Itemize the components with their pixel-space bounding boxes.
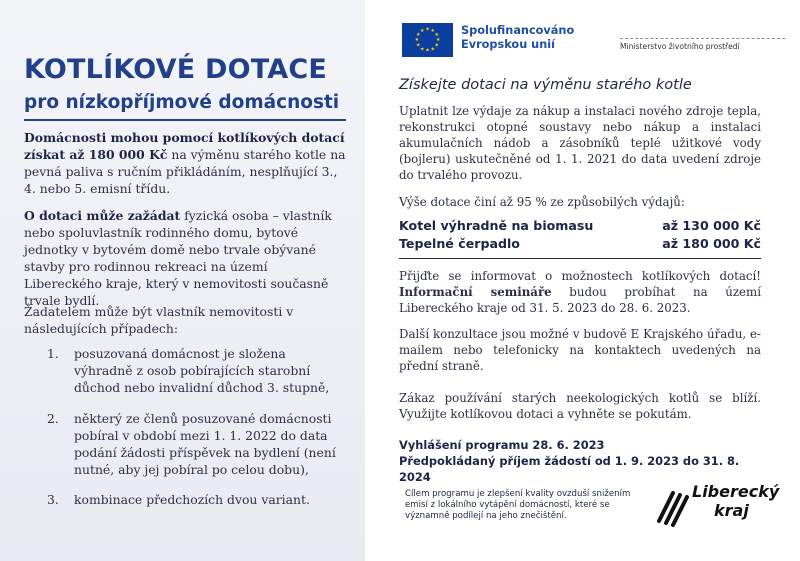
list-number: 2. xyxy=(47,411,59,426)
table-row xyxy=(399,236,761,254)
svg-text:★: ★ xyxy=(414,37,420,44)
svg-text:★: ★ xyxy=(435,37,441,44)
owner-paragraph: Žadatelem může být vlastník nemovitosti v následujících případech: xyxy=(24,304,294,336)
table-divider xyxy=(399,258,761,259)
program-dates xyxy=(399,437,769,485)
announcement-date: Vyhlášení programu 28. 6. 2023 xyxy=(399,438,605,452)
list-text: posuzovaná domácnost je složena výhradně z osob pobírajících starobní důchod nebo invalidní důchod 3. stupně, xyxy=(74,346,330,395)
intro-bold: Domácnosti mohou pomocí kotlíkových dotací získat až 180 000 Kč xyxy=(24,130,345,162)
logo-line2: kraj xyxy=(714,501,749,520)
section-heading: Získejte dotaci na výměnu starého kotle xyxy=(399,77,692,93)
list-number: 1. xyxy=(47,346,59,361)
svg-text:★: ★ xyxy=(425,26,430,33)
logo-line1: Liberecký xyxy=(692,482,780,501)
eu-flag-logo xyxy=(402,23,453,57)
svg-text:★: ★ xyxy=(419,46,425,53)
svg-text:★: ★ xyxy=(416,31,421,38)
title-divider xyxy=(24,119,346,121)
seminars-text: budou probíhat na území Libereckého kraje od 31. 5. 2023 do 28. 6. 2023. xyxy=(399,285,761,315)
seminars-intro: Přijďte se informovat o možnostech kotlíkových dotací! xyxy=(399,269,761,283)
table-row xyxy=(399,218,761,236)
left-panel xyxy=(0,0,365,561)
sub-title: pro nízkopříjmové domácnosti xyxy=(24,92,340,113)
svg-text:★: ★ xyxy=(425,47,430,54)
table-cell-name: Kotel výhradně na biomasu xyxy=(399,218,594,233)
svg-text:★: ★ xyxy=(434,31,439,38)
eu-cofinanced-label xyxy=(461,24,574,52)
svg-text:★: ★ xyxy=(434,42,439,49)
subsidy-table xyxy=(399,218,761,254)
intro-text: na výměnu starého kotle na pevná paliva s ručním přikládáním, nesplňující 3., 4. nebo 5. emisní třídu. xyxy=(24,147,346,196)
program-goal-note: Cílem programu je zlepšení kvality ovzduší snižením emisí z lokálního vytápění domácností, které se významně podílejí na jeho znečištění. xyxy=(405,489,631,521)
consultation-paragraph: Další konzultace jsou možné v budově E Krajského úřadu, e-mailem nebo telefonicky na kontaktech uvedených na přední straně. xyxy=(399,327,761,373)
table-cell-name: Tepelné čerpadlo xyxy=(399,236,520,251)
table-cell-amount: až 180 000 Kč xyxy=(662,236,761,251)
seminars-paragraph xyxy=(399,268,761,316)
ministry-divider xyxy=(620,38,785,39)
subsidy-rate-paragraph: Výše dotace činí až 95 % ze způsobilých výdajů: xyxy=(399,195,685,209)
svg-text:★: ★ xyxy=(430,46,436,53)
eu-label-line2: Evropskou unií xyxy=(461,38,555,51)
eligibility-bold: O dotaci může zažádat xyxy=(24,208,181,223)
table-cell-amount: až 130 000 Kč xyxy=(662,218,761,233)
svg-text:★: ★ xyxy=(430,27,436,34)
right-panel xyxy=(365,0,800,561)
list-number: 3. xyxy=(47,492,59,507)
eligibility-text: fyzická osoba – vlastník nebo spoluvlastník rodinného domu, bytové jednotky v bytovém domě nebo trvale obývané stavby pro rodinnou rekreaci na území Libereckého kraje, který v nemovitosti současně trvale bydlí. xyxy=(24,208,332,308)
eu-label-line1: Spolufinancováno xyxy=(461,24,575,37)
list-text: některý ze členů posuzované domácnosti pobíral v období mezi 1. 1. 2022 do data podání žádosti příspěvek na bydlení (není nutné, aby jej pobíral po celou dobu), xyxy=(74,411,336,477)
svg-text:★: ★ xyxy=(419,27,425,34)
ban-paragraph: Zákaz používání starých neekologických kotlů se blíží. Využijte kotlíkovou dotaci a vyhněte se pokutám. xyxy=(399,391,761,421)
liberecky-kraj-logo xyxy=(692,482,780,520)
eligibility-paragraph xyxy=(24,207,346,309)
application-period: Předpokládaný příjem žádostí od 1. 9. 2023 do 31. 8. 2024 xyxy=(399,454,740,484)
intro-paragraph xyxy=(24,129,346,197)
seminars-bold: Informační semináře xyxy=(399,285,552,299)
eligible-costs-paragraph: Uplatnit lze výdaje za nákup a instalaci nového zdroje tepla, rekonstrukci otopné soustavy nebo nákup a instalaci akumulačních nádob a zásobníků teplé užitkové vody (bojleru) uskutečněné od 1. 1. 2021 do data uvedení zdroje do trvalého provozu. xyxy=(399,104,761,182)
ministry-label: Ministerstvo životního prostředí xyxy=(620,42,740,51)
svg-text:★: ★ xyxy=(416,42,421,49)
main-title: KOTLÍKOVÉ DOTACE xyxy=(24,54,328,85)
list-text: kombinace předchozích dvou variant. xyxy=(74,492,310,507)
